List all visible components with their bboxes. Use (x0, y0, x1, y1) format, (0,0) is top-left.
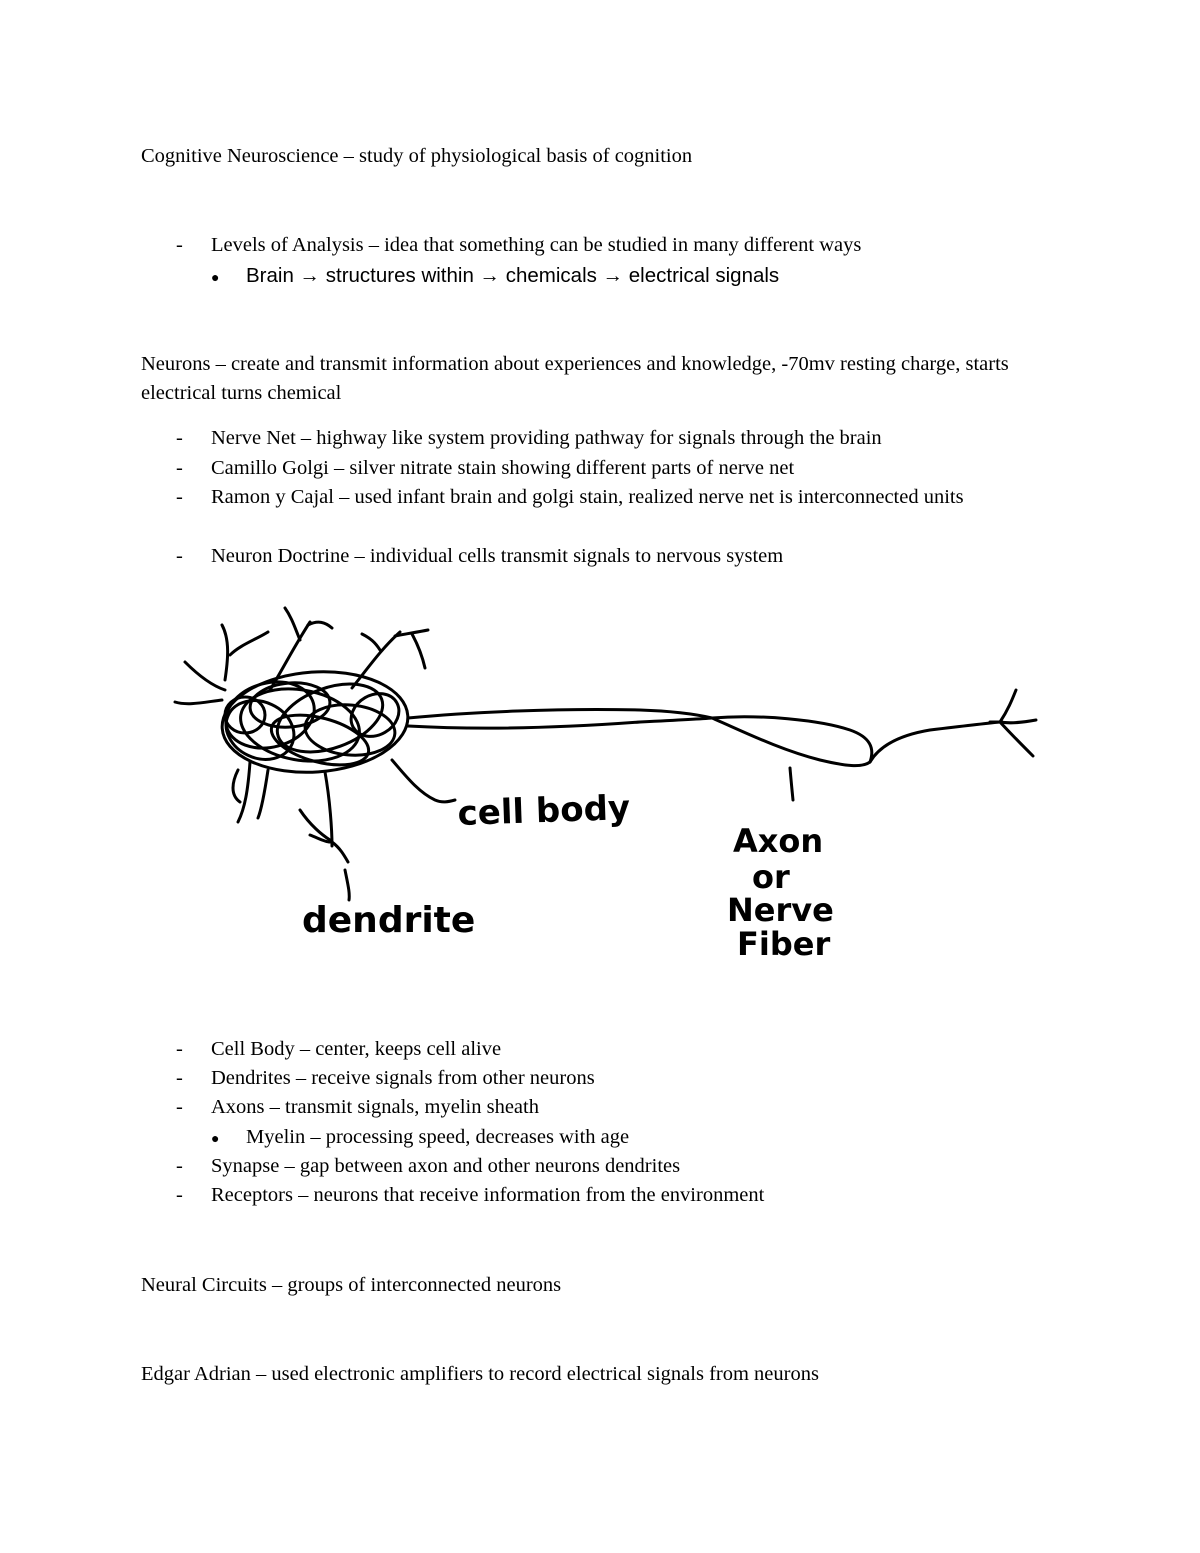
list-item-text: Axons – transmit signals, myelin sheath (211, 1096, 539, 1118)
dash-marker: - (176, 486, 183, 508)
cell-body-pointer (392, 760, 455, 802)
list-item-synapse (176, 1152, 680, 1181)
list-item-text: Receptors – neurons that receive information from the environment (211, 1184, 765, 1206)
sub-item-text: Myelin – processing speed, decreases with age (246, 1126, 630, 1148)
edgar-adrian-line: Edgar Adrian – used electronic amplifiers to record electrical signals from neurons (141, 1363, 819, 1385)
list-item-text: Levels of Analysis – idea that something can be studied in many different ways (211, 234, 862, 256)
list-item-text: Synapse – gap between axon and other neurons dendrites (211, 1155, 681, 1177)
list-item-text: Nerve Net – highway like system providing pathway for signals through the brain (211, 427, 882, 449)
list-item-text: Neuron Doctrine – individual cells transmit signals to nervous system (211, 545, 784, 567)
list-item-text: Camillo Golgi – silver nitrate stain showing different parts of nerve net (211, 457, 795, 479)
dash-marker: - (176, 1155, 183, 1177)
dash-marker: - (176, 427, 183, 449)
dash-marker: - (176, 1038, 183, 1060)
dash-marker: - (176, 234, 183, 256)
list-item-text: Cell Body – center, keeps cell alive (211, 1038, 502, 1060)
list-item-axons (176, 1093, 539, 1122)
list-item-text: Dendrites – receive signals from other neurons (211, 1067, 595, 1089)
dash-marker: - (176, 1067, 183, 1089)
axon-pointer (790, 768, 793, 800)
dash-marker: - (176, 1096, 183, 1118)
cell-body-label: cell body (456, 787, 631, 834)
dash-marker: - (176, 457, 183, 479)
dendrites-bottom (233, 762, 349, 900)
list-item-cell-body (176, 1035, 501, 1064)
axon-label-line1: Axon (733, 822, 824, 860)
axon-label-line2: or (752, 858, 790, 896)
list-item-text: Ramon y Cajal – used infant brain and golgi stain, realized nerve net is interconnected units (211, 486, 964, 508)
axon-label-line3: Nerve (727, 891, 834, 929)
bullet-icon: ● (211, 271, 220, 286)
sub-item-text: Brain → structures within → chemicals → electrical signals (246, 264, 780, 287)
sub-item-myelin (211, 1123, 629, 1154)
dash-marker: - (176, 545, 183, 567)
list-item-receptors (176, 1181, 764, 1210)
neural-circuits-line: Neural Circuits – groups of interconnected neurons (141, 1274, 562, 1296)
heading-cognitive-neuroscience: Cognitive Neuroscience – study of physiological basis of cognition (141, 145, 693, 167)
axon-line (408, 690, 1036, 766)
axon-label-line4: Fiber (737, 925, 831, 963)
list-item-dendrites (176, 1064, 595, 1093)
bullet-icon: ● (211, 1132, 220, 1147)
dendrite-label: dendrite (302, 900, 476, 941)
neurons-paragraph: Neurons – create and transmit information about experiences and knowledge, -70mv resting charge, starts electrical turns chemical (141, 353, 1009, 404)
dash-marker: - (176, 1184, 183, 1206)
